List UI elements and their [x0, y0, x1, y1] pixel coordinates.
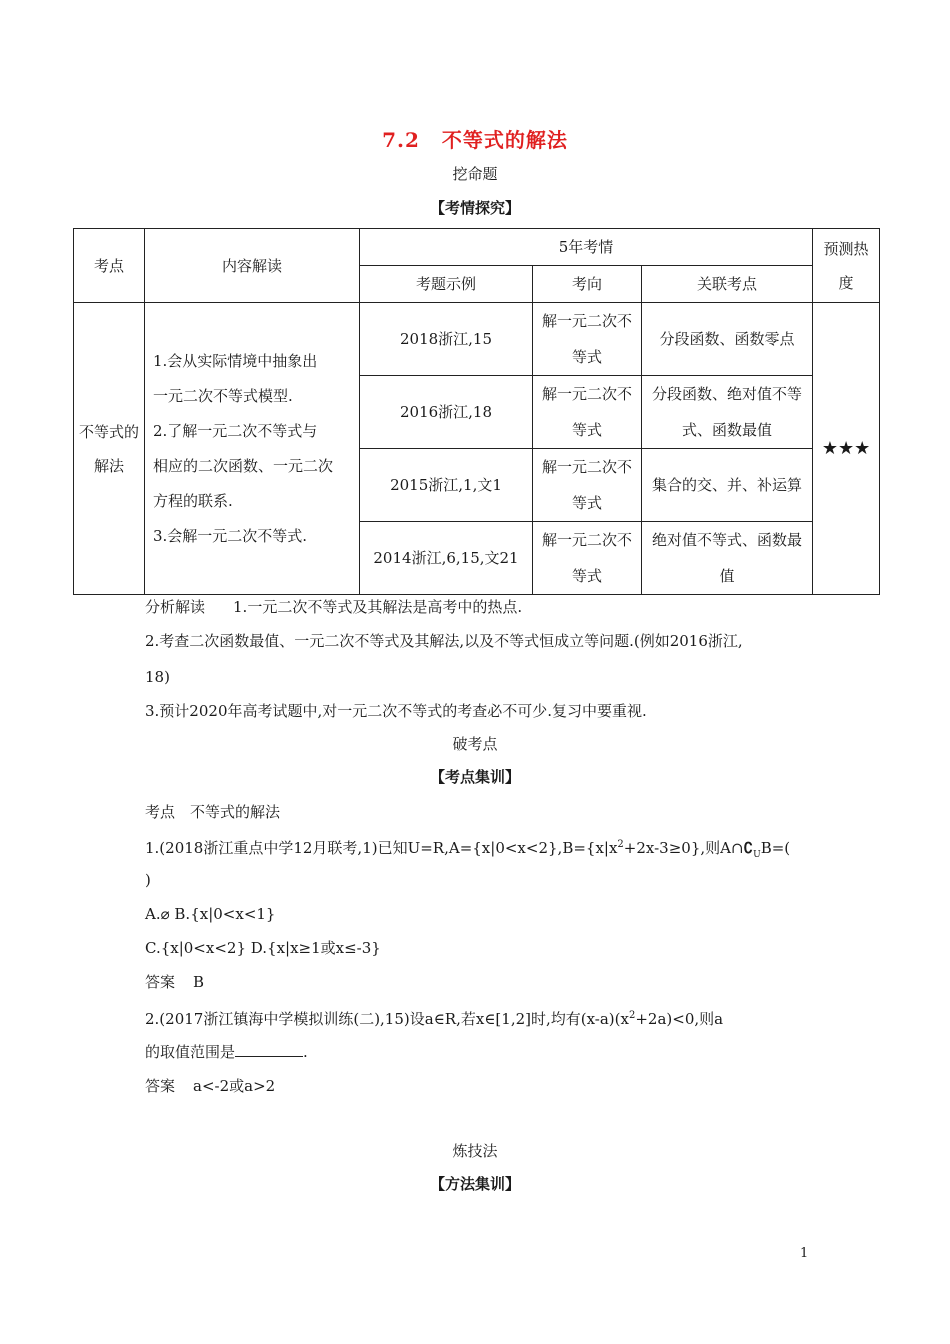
q1-text-b: +2x-3≥0},则A∩ — [623, 839, 744, 857]
answer-blank[interactable] — [235, 1042, 303, 1057]
section-heading-2: 破考点 — [452, 735, 498, 753]
content-line: 2.了解一元二次不等式与 — [153, 421, 318, 440]
q1-sub: U — [753, 850, 761, 860]
section-subheading-3: 【方法集训】 — [429, 1175, 520, 1193]
q2-text-c: 的取值范围是 — [145, 1043, 236, 1061]
content-line: 一元二次不等式模型. — [153, 386, 293, 405]
answer-label: 答案 — [145, 973, 176, 991]
page-number: 1 — [800, 1246, 809, 1261]
example-cell: 2014浙江,6,15,文21 — [360, 522, 533, 595]
direction-cell: 解一元二次不等式 — [533, 522, 642, 595]
content-line: 3.会解一元二次不等式. — [153, 526, 308, 545]
question-1-answer — [145, 965, 845, 999]
q2-text-b: +2a)<0,则a — [635, 1010, 724, 1028]
header-yuce: 预测热度 — [813, 229, 880, 303]
q2-text-a: 2.(2017浙江镇海中学模拟训练(二),15)设a∈R,若x∈[1,2]时,均有(x-a)(x — [145, 1010, 629, 1028]
question-1-close: ) — [145, 871, 151, 889]
answer-value: a<-2或a>2 — [193, 1077, 276, 1095]
content-cell — [145, 303, 360, 595]
analysis-line-2b: 18) — [145, 668, 170, 686]
header-neirong: 内容解读 — [145, 229, 360, 303]
related-cell: 集合的交、并、补运算 — [642, 449, 813, 522]
exam-table — [73, 228, 880, 595]
related-cell: 分段函数、绝对值不等式、函数最值 — [642, 376, 813, 449]
related-cell: 绝对值不等式、函数最值 — [642, 522, 813, 595]
section-subheading-2: 【考点集训】 — [429, 768, 520, 786]
analysis-label: 分析解读 — [145, 598, 206, 616]
direction-cell: 解一元二次不等式 — [533, 449, 642, 522]
q1-sup: 2 — [617, 839, 624, 850]
example-cell: 2015浙江,1,文1 — [360, 449, 533, 522]
content-line: 相应的二次函数、一元二次 — [153, 456, 334, 475]
page-title — [0, 124, 950, 153]
answer-label: 答案 — [145, 1077, 176, 1095]
question-2-stem — [145, 999, 845, 1036]
section-heading-1: 挖命题 — [452, 165, 498, 183]
content-line: 方程的联系. — [153, 491, 233, 510]
header-kaodian: 考点 — [74, 229, 145, 303]
section-subheading-1: 【考情探究】 — [429, 199, 520, 217]
topic-line: 考点 不等式的解法 — [145, 803, 281, 821]
header-kaoxiang: 考向 — [533, 266, 642, 303]
section-number: 7.2 — [382, 128, 420, 152]
analysis-line-2: 2.考查二次函数最值、一元二次不等式及其解法,以及不等式恒成立等问题.(例如2016浙江, — [145, 632, 743, 650]
heat-rating: ★★★ — [813, 303, 880, 595]
answer-value: B — [193, 973, 205, 991]
section-title: 不等式的解法 — [441, 128, 568, 152]
question-2-answer — [145, 1069, 845, 1103]
analysis-line-1 — [145, 590, 845, 624]
q2-sup: 2 — [628, 1010, 636, 1021]
topic-cell: 不等式的解法 — [74, 303, 145, 595]
q2-text-d: . — [303, 1043, 308, 1061]
header-shili: 考题示例 — [360, 266, 533, 303]
direction-cell: 解一元二次不等式 — [533, 303, 642, 376]
question-1-options-ab: A.⌀ B.{x|0<x<1} — [145, 905, 276, 923]
complement-symbol: ∁ — [743, 839, 754, 857]
example-cell: 2016浙江,18 — [360, 376, 533, 449]
q1-text-a: 1.(2018浙江重点中学12月联考,1)已知U=R,A={x|0<x<2},B={x|x — [145, 839, 618, 857]
question-2-stem-cont — [145, 1035, 845, 1069]
header-wunian: 5年考情 — [360, 229, 813, 266]
header-guanlian: 关联考点 — [642, 266, 813, 303]
analysis-text-1: 1.一元二次不等式及其解法是高考中的热点. — [233, 598, 523, 616]
section-heading-3: 炼技法 — [452, 1142, 498, 1160]
related-cell: 分段函数、函数零点 — [642, 303, 813, 376]
q1-text-c: B=( — [760, 839, 791, 857]
example-cell: 2018浙江,15 — [360, 303, 533, 376]
content-line: 1.会从实际情境中抽象出 — [153, 351, 318, 370]
question-1-options-cd: C.{x|0<x<2} D.{x|x≥1或x≤-3} — [145, 939, 381, 957]
analysis-line-3: 3.预计2020年高考试题中,对一元二次不等式的考查必不可少.复习中要重视. — [145, 702, 647, 720]
direction-cell: 解一元二次不等式 — [533, 376, 642, 449]
